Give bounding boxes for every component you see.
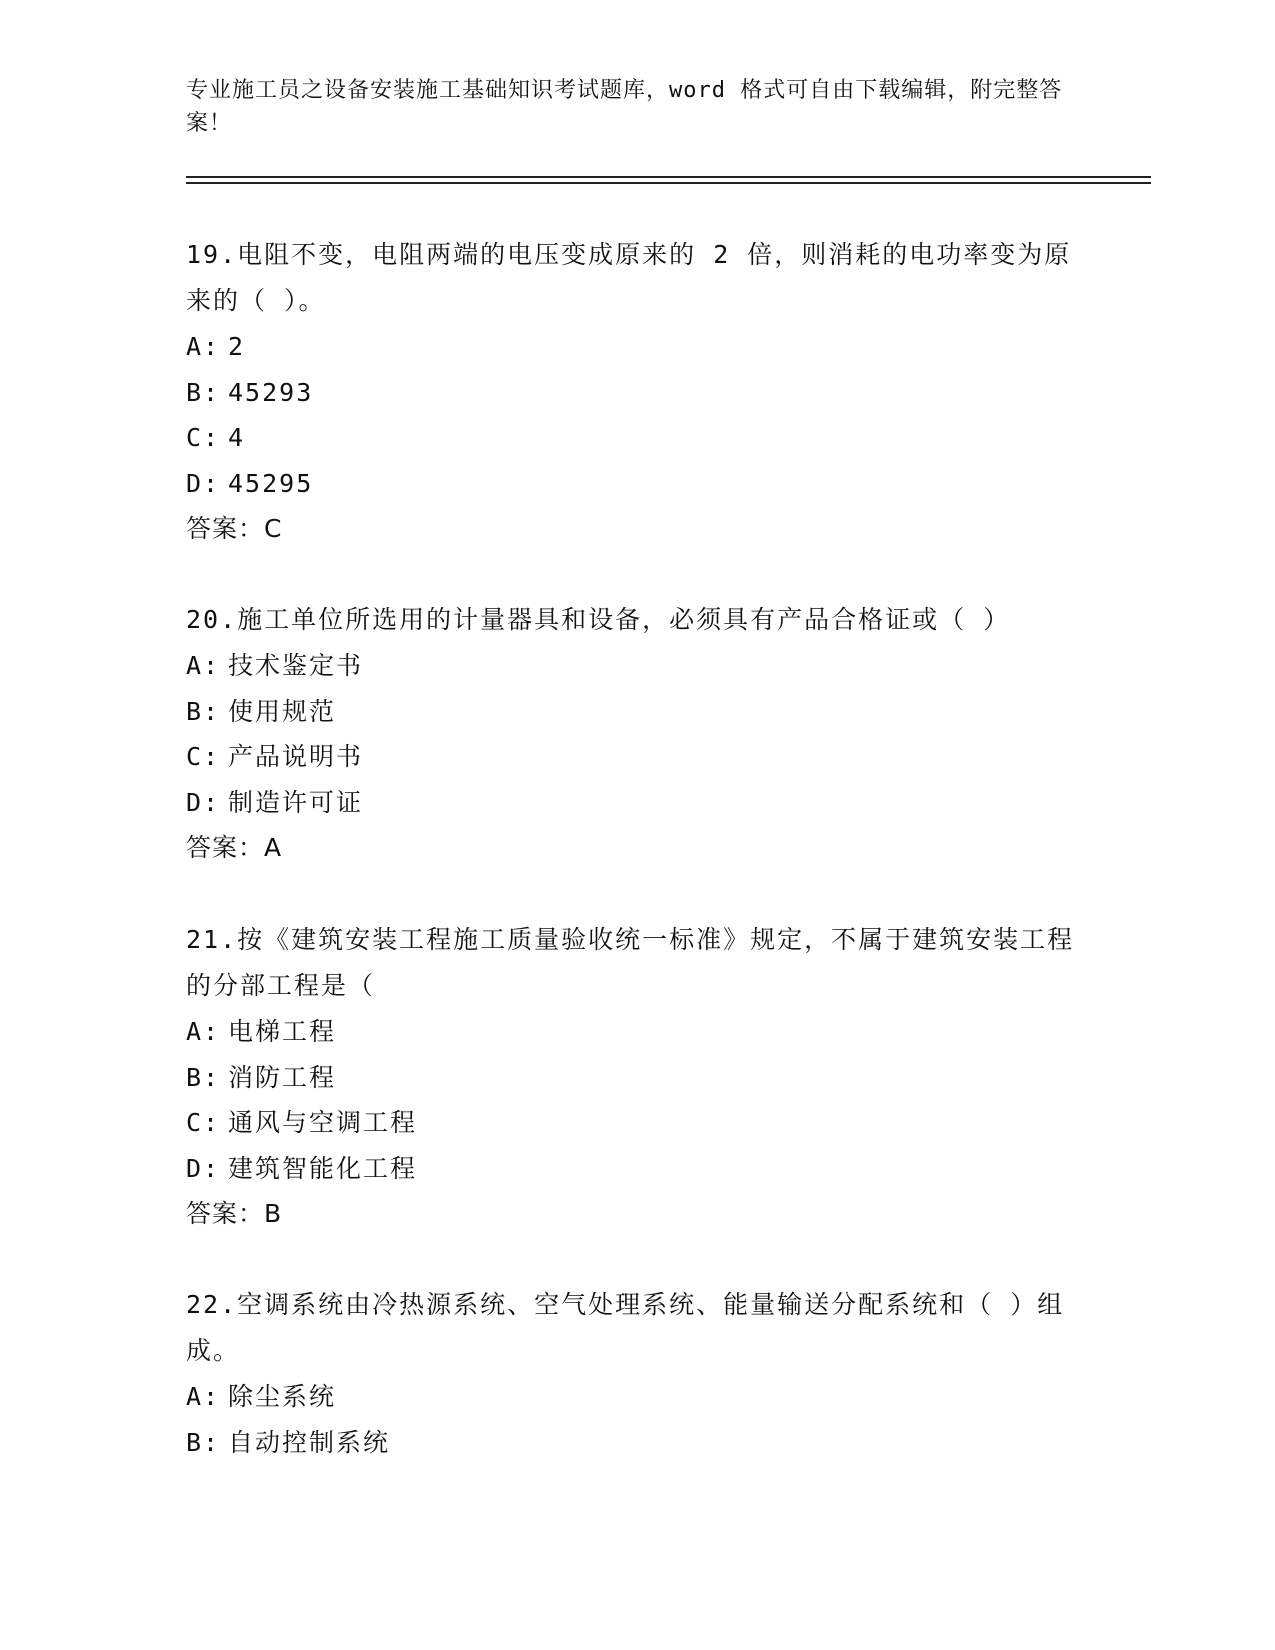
option-text: 4	[228, 423, 246, 452]
option-b	[186, 370, 1086, 416]
option-letter: D:	[186, 468, 221, 498]
option-c	[186, 415, 1086, 461]
option-a	[186, 1009, 1086, 1055]
answer-line: 答案：B	[186, 1199, 283, 1228]
option-text: 电梯工程	[228, 1017, 337, 1046]
option-letter: A:	[186, 332, 221, 361]
option-a	[186, 324, 1086, 370]
option-c	[186, 1100, 1086, 1146]
option-c	[186, 734, 1086, 780]
option-text: 使用规范	[228, 696, 337, 726]
answer-line: 答案：C	[186, 514, 283, 543]
option-b	[186, 1420, 1086, 1466]
option-letter: A:	[186, 651, 221, 680]
option-text: 2	[228, 332, 246, 361]
question-21	[186, 917, 1086, 1237]
option-letter: B:	[186, 377, 221, 407]
option-text: 45295	[228, 468, 314, 498]
option-letter: C:	[186, 423, 221, 452]
option-text: 建筑智能化工程	[228, 1153, 418, 1183]
option-letter: D:	[186, 787, 221, 817]
document-header: 专业施工员之设备安装施工基础知识考试题库，word 格式可自由下载编辑，附完整答案！	[186, 78, 1063, 136]
option-text: 消防工程	[228, 1062, 337, 1092]
option-a	[186, 1374, 1086, 1420]
question-text: 22.空调系统由冷热源系统、空气处理系统、能量输送分配系统和（ ）组成。	[186, 1290, 1065, 1365]
option-text: 除尘系统	[228, 1382, 337, 1411]
question-19	[186, 232, 1086, 552]
option-b	[186, 1055, 1086, 1101]
option-text: 产品说明书	[228, 742, 364, 771]
answer-line: 答案：A	[186, 833, 283, 862]
option-d	[186, 780, 1086, 826]
option-text: 45293	[228, 377, 314, 407]
option-text: 制造许可证	[228, 787, 364, 817]
option-letter: B:	[186, 1427, 221, 1457]
header-divider-bottom	[186, 182, 1151, 184]
option-letter: A:	[186, 1382, 221, 1411]
option-d	[186, 461, 1086, 507]
option-text: 通风与空调工程	[228, 1108, 418, 1137]
option-letter: B:	[186, 696, 221, 726]
option-b	[186, 689, 1086, 735]
question-text: 20.施工单位所选用的计量器具和设备，必须具有产品合格证或（ ）	[186, 605, 1011, 634]
option-a	[186, 643, 1086, 689]
option-letter: B:	[186, 1062, 221, 1092]
option-letter: D:	[186, 1153, 221, 1183]
option-letter: C:	[186, 742, 221, 771]
question-text: 21.按《建筑安装工程施工质量验收统一标准》规定，不属于建筑安装工程的分部工程是（	[186, 925, 1075, 1000]
option-letter: C:	[186, 1108, 221, 1137]
header-divider-top	[186, 176, 1151, 178]
option-letter: A:	[186, 1017, 221, 1046]
question-text: 19.电阻不变，电阻两端的电压变成原来的 2 倍，则消耗的电功率变为原来的（ ）。	[186, 240, 1072, 315]
question-22	[186, 1282, 1086, 1465]
option-text: 技术鉴定书	[228, 651, 364, 680]
option-text: 自动控制系统	[228, 1427, 391, 1457]
question-20	[186, 597, 1086, 871]
option-d	[186, 1146, 1086, 1192]
